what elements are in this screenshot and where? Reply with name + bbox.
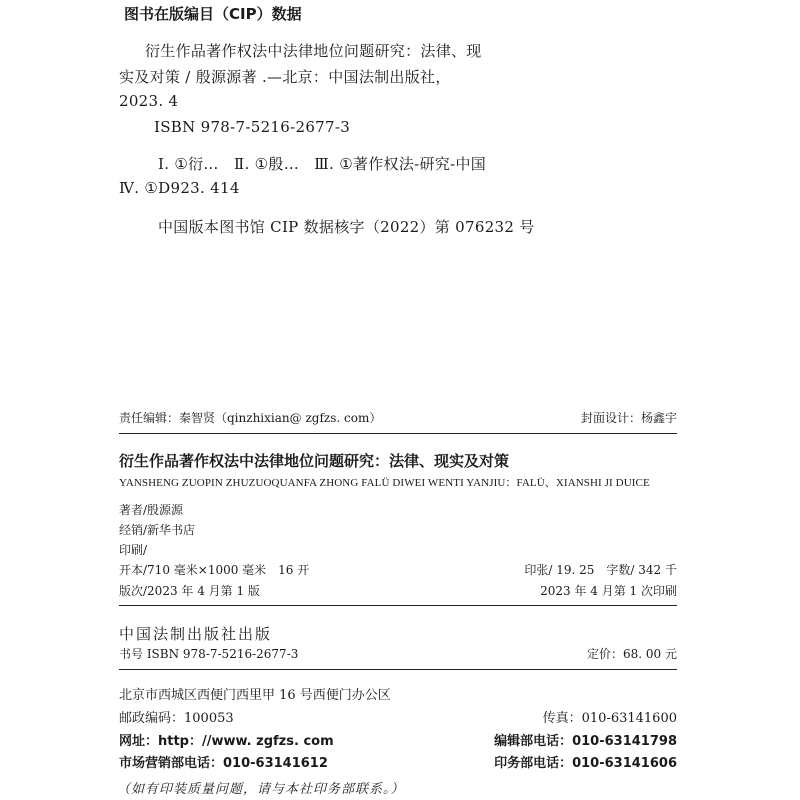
format-size: 开本/710 毫米×1000 毫米 16 开 xyxy=(119,563,310,577)
distributor: 经销/新华书店 xyxy=(119,523,196,537)
author: 著者/殷源源 xyxy=(119,503,184,517)
printing-date: 2023 年 4 月第 1 次印刷 xyxy=(540,584,677,598)
cover-designer: 封面设计：杨鑫宇 xyxy=(580,411,677,425)
postcode: 邮政编码：100053 xyxy=(119,711,234,726)
edition: 版次/2023 年 4 月第 1 版 xyxy=(119,584,260,598)
price: 定价：68. 00 元 xyxy=(587,647,677,661)
marketing-phone: 市场营销部电话：010-63141612 xyxy=(119,756,328,771)
divider-top xyxy=(119,433,677,434)
cip-classification-line-2: Ⅳ. ①D923. 414 xyxy=(119,179,240,197)
cip-heading: 图书在版编目（CIP）数据 xyxy=(124,5,302,23)
publisher-name: 中国法制出版社出版 xyxy=(119,625,273,643)
cip-isbn: ISBN 978-7-5216-2677-3 xyxy=(154,118,351,136)
quality-note: （如有印装质量问题，请与本社印务部联系。） xyxy=(117,782,405,797)
book-title-pinyin: YANSHENG ZUOPIN ZHUZUOQUANFA ZHONG FALÜ DIWEI WENTI YANJIU：FALÜ、XIANSHI JI DUICE xyxy=(119,477,650,489)
fax: 传真：010-63141600 xyxy=(542,711,677,726)
cip-classification-line-1: Ⅰ. ①衍… Ⅱ. ①殷… Ⅲ. ①著作权法-研究-中国 xyxy=(158,155,487,173)
printing-dept-phone: 印务部电话：010-63141606 xyxy=(494,756,677,771)
divider-middle xyxy=(119,605,677,606)
publisher-address: 北京市西城区西便门西里甲 16 号西便门办公区 xyxy=(119,688,391,703)
cip-title-line-2: 实及对策 / 殷源源著 .—北京：中国法制出版社， xyxy=(119,68,451,86)
book-number: 书号 ISBN 978-7-5216-2677-3 xyxy=(119,647,299,661)
editorial-phone: 编辑部电话：010-63141798 xyxy=(494,734,677,749)
sheets-and-words: 印张/ 19. 25 字数/ 342 千 xyxy=(524,563,677,577)
book-title: 衍生作品著作权法中法律地位问题研究：法律、现实及对策 xyxy=(119,452,510,470)
cip-record-number: 中国版本图书馆 CIP 数据核字（2022）第 076232 号 xyxy=(158,218,535,236)
responsible-editor: 责任编辑：秦智贤（qinzhixian@ zgfzs. com） xyxy=(119,411,382,425)
cip-date-line: 2023. 4 xyxy=(119,92,179,110)
divider-bottom xyxy=(119,669,677,670)
website: 网址：http：//www. zgfzs. com xyxy=(119,734,334,749)
printer: 印刷/ xyxy=(119,543,148,557)
cip-title-line-1: 衍生作品著作权法中法律地位问题研究：法律、现 xyxy=(145,42,482,60)
